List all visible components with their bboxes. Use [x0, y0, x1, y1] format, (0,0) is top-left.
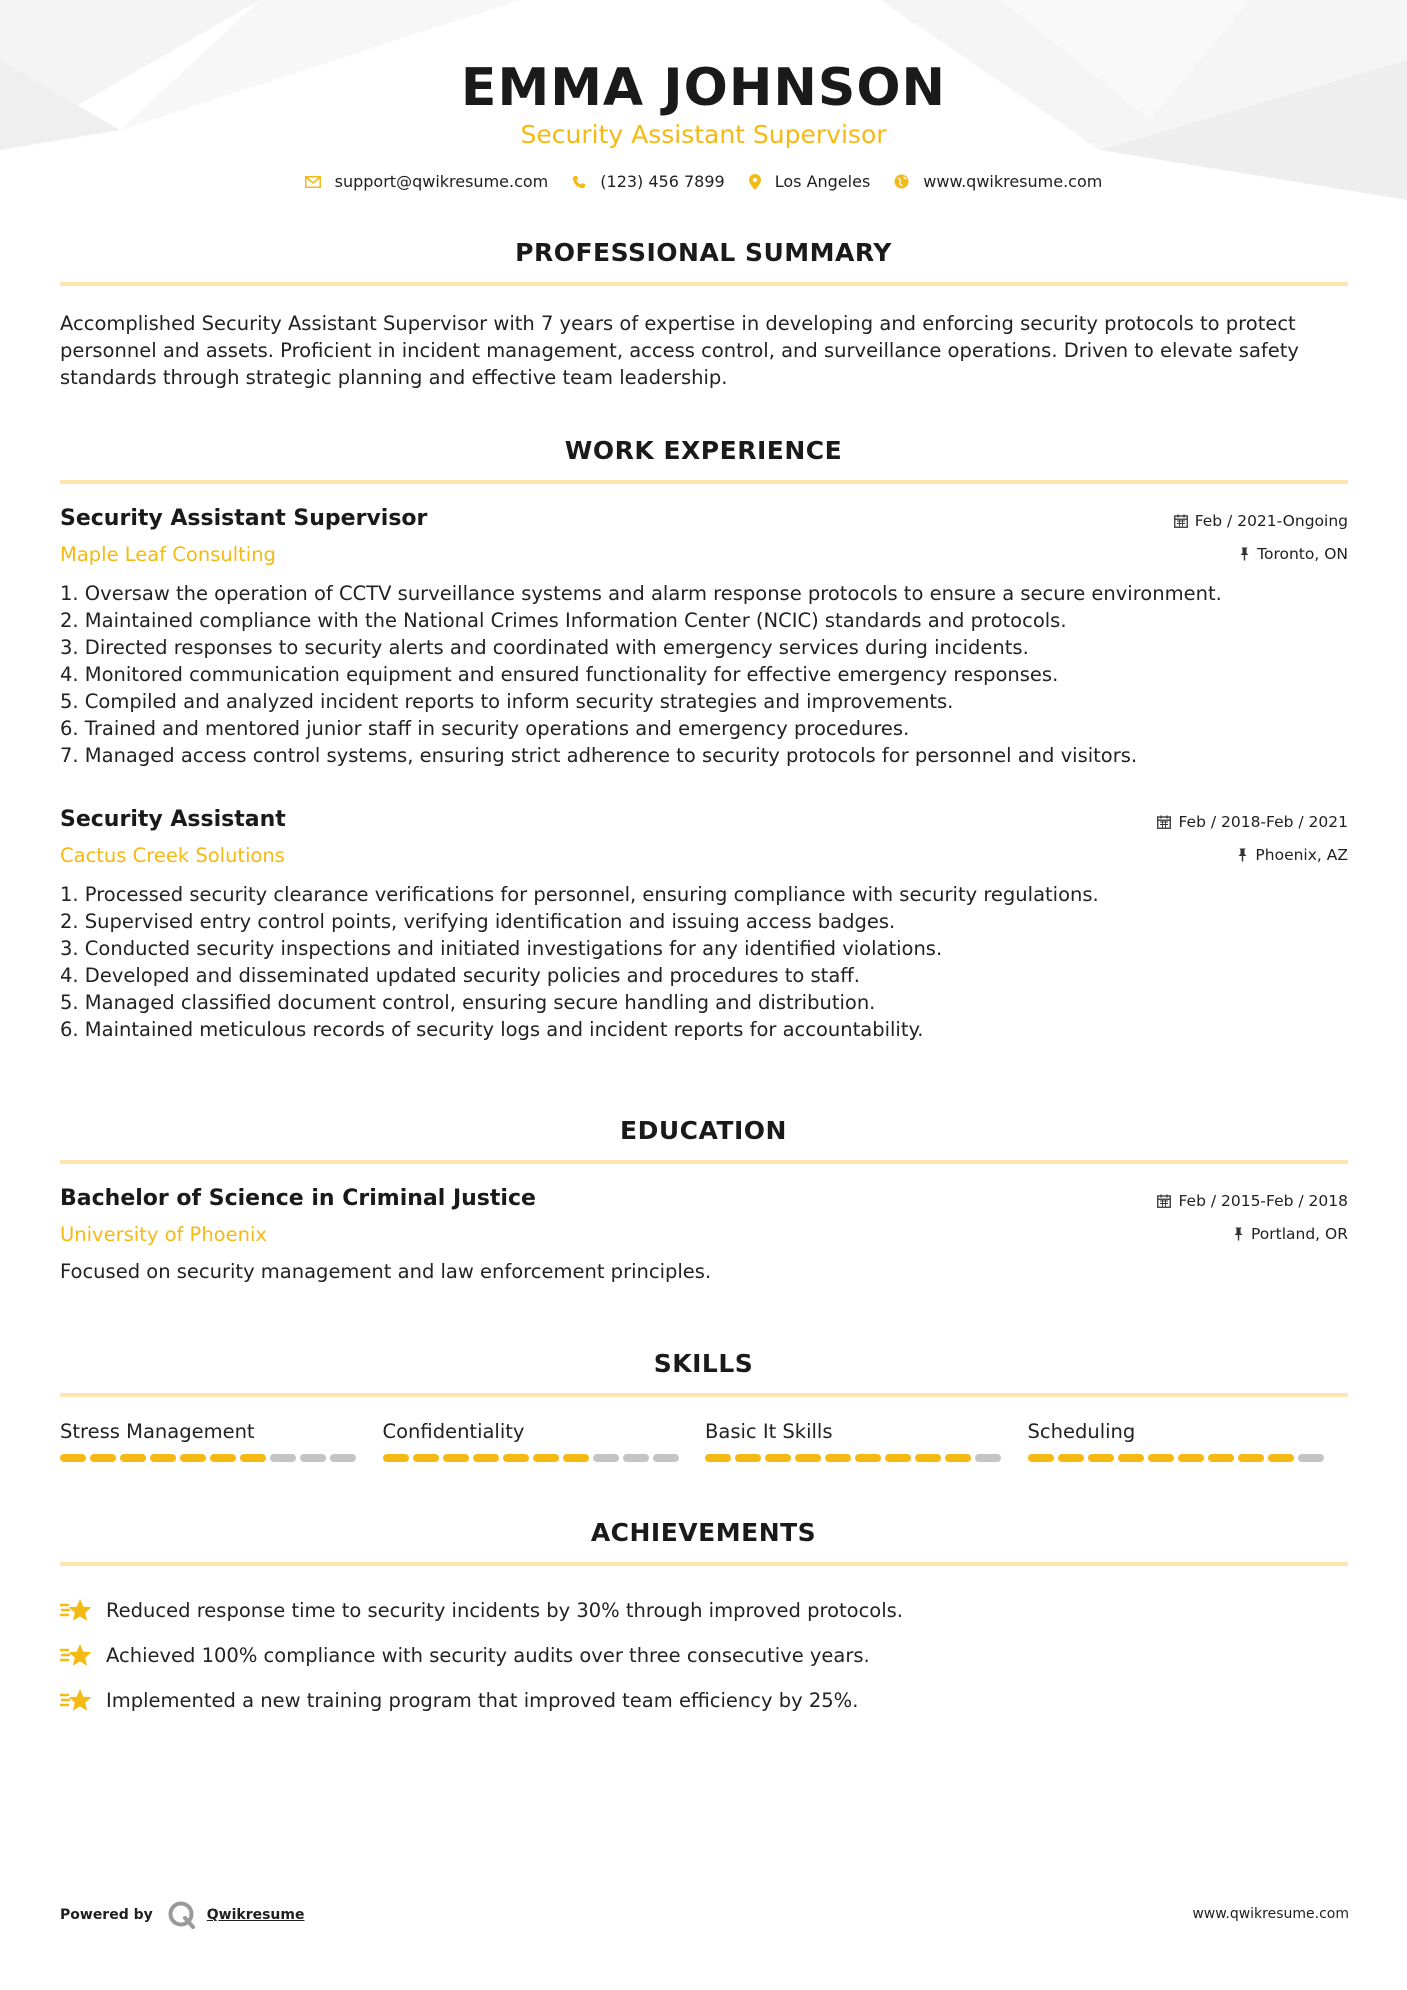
calendar-icon	[1174, 514, 1188, 528]
skill-segment-filled	[915, 1454, 941, 1462]
section-title-experience: WORK EXPERIENCE	[564, 436, 843, 465]
skill-segment-filled	[503, 1454, 529, 1462]
job-title: Security Assistant	[60, 807, 286, 832]
skill-segment-filled	[90, 1454, 116, 1462]
skill-segment-empty	[593, 1454, 619, 1462]
list-item: 3. Conducted security inspections and initiated investigations for any identified violations.	[60, 937, 943, 960]
contact-bar	[0, 172, 1407, 191]
skill-segment-empty	[623, 1454, 649, 1462]
skill-segment-filled	[563, 1454, 589, 1462]
skill-segment-filled	[473, 1454, 499, 1462]
list-item: 4. Developed and disseminated updated security policies and procedures to staff.	[60, 964, 860, 987]
section-divider	[60, 282, 1348, 286]
job-location-text: Toronto, ON	[1257, 545, 1348, 563]
list-item: 3. Directed responses to security alerts and coordinated with emergency services during incidents.	[60, 636, 1029, 659]
job-location	[1239, 545, 1348, 563]
skill-level-bar	[60, 1454, 383, 1462]
job-responsibilities	[60, 580, 1348, 769]
contact-email-text: support@qwikresume.com	[334, 172, 549, 191]
skill-segment-empty	[270, 1454, 296, 1462]
qwikresume-logo-icon	[167, 1900, 197, 1930]
brand-link[interactable]: Qwikresume	[206, 1907, 305, 1923]
powered-by-label: Powered by	[60, 1907, 153, 1923]
skill-segment-empty	[1298, 1454, 1324, 1462]
map-marker-icon	[749, 174, 761, 190]
skill-segment-filled	[1268, 1454, 1294, 1462]
achievement-text: Implemented a new training program that improved team efficiency by 25%.	[106, 1689, 859, 1712]
star-icon	[60, 1643, 92, 1669]
list-item: 4. Monitored communication equipment and ensured functionality for effective emergency responses.	[60, 663, 1059, 686]
section-title-education: EDUCATION	[620, 1116, 787, 1145]
skill-segment-filled	[180, 1454, 206, 1462]
skill-segment-filled	[120, 1454, 146, 1462]
pushpin-icon	[1237, 848, 1248, 862]
achievement-item	[60, 1588, 1350, 1633]
contact-website[interactable]	[894, 172, 1102, 191]
skill-segment-filled	[443, 1454, 469, 1462]
section-title-skills: SKILLS	[653, 1349, 754, 1378]
skill-segment-filled	[150, 1454, 176, 1462]
skill-segment-filled	[240, 1454, 266, 1462]
skill-segment-empty	[653, 1454, 679, 1462]
job-dates-text: Feb / 2018-Feb / 2021	[1178, 813, 1348, 831]
company-name: Cactus Creek Solutions	[60, 844, 285, 867]
job-location-text: Phoenix, AZ	[1255, 846, 1348, 864]
job-title: Security Assistant Supervisor	[60, 506, 428, 531]
skill-name: Basic It Skills	[705, 1420, 833, 1443]
skill-segment-filled	[383, 1454, 409, 1462]
section-divider	[60, 480, 1348, 484]
degree-title: Bachelor of Science in Criminal Justice	[60, 1186, 536, 1211]
skill-segment-filled	[855, 1454, 881, 1462]
list-item: 6. Maintained meticulous records of security logs and incident reports for accountability.	[60, 1018, 924, 1041]
job-dates-text: Feb / 2021-Ongoing	[1194, 512, 1348, 530]
pushpin-icon	[1239, 547, 1250, 561]
skill-segment-filled	[1058, 1454, 1084, 1462]
skill-segment-filled	[1118, 1454, 1144, 1462]
list-item: 1. Oversaw the operation of CCTV surveillance systems and alarm response protocols to ensure a secure environment.	[60, 582, 1222, 605]
contact-phone[interactable]	[572, 172, 724, 191]
skill-segment-filled	[1238, 1454, 1264, 1462]
education-dates	[1157, 1192, 1348, 1210]
skill-segment-filled	[413, 1454, 439, 1462]
company-name: Maple Leaf Consulting	[60, 543, 276, 566]
section-divider	[60, 1562, 1348, 1566]
skill-name: Stress Management	[60, 1420, 255, 1443]
skills-list	[60, 1420, 1350, 1462]
skill-item	[1028, 1420, 1351, 1462]
candidate-title: Security Assistant Supervisor	[520, 120, 887, 149]
skill-segment-filled	[210, 1454, 236, 1462]
skill-segment-filled	[825, 1454, 851, 1462]
skill-item	[60, 1420, 383, 1462]
contact-website-text: www.qwikresume.com	[923, 172, 1103, 191]
footer-website[interactable]: www.qwikresume.com	[1192, 1906, 1349, 1922]
pushpin-icon	[1233, 1227, 1244, 1241]
envelope-icon	[305, 176, 321, 188]
section-title-summary: PROFESSIONAL SUMMARY	[515, 238, 892, 267]
skill-segment-filled	[795, 1454, 821, 1462]
skill-name: Confidentiality	[382, 1420, 525, 1443]
skill-segment-empty	[300, 1454, 326, 1462]
list-item: 2. Maintained compliance with the National Crimes Information Center (NCIC) standards and protocols.	[60, 609, 1067, 632]
skill-segment-filled	[885, 1454, 911, 1462]
list-item: 6. Trained and mentored junior staff in security operations and emergency procedures.	[60, 717, 910, 740]
skill-level-bar	[1028, 1454, 1351, 1462]
job-responsibilities	[60, 881, 1348, 1043]
phone-icon	[572, 175, 586, 189]
skill-segment-filled	[735, 1454, 761, 1462]
contact-phone-text: (123) 456 7899	[600, 172, 725, 191]
candidate-name: EMMA JOHNSON	[460, 58, 947, 118]
star-icon	[60, 1688, 92, 1714]
skill-level-bar	[383, 1454, 706, 1462]
skill-item	[705, 1420, 1028, 1462]
star-icon	[60, 1598, 92, 1624]
achievements-list	[60, 1588, 1350, 1723]
achievement-item	[60, 1678, 1350, 1723]
list-item: 5. Compiled and analyzed incident reports to inform security strategies and improvements.	[60, 690, 954, 713]
skill-segment-filled	[1208, 1454, 1234, 1462]
achievement-text: Reduced response time to security incidents by 30% through improved protocols.	[106, 1599, 904, 1622]
skill-segment-filled	[1178, 1454, 1204, 1462]
education-location-text: Portland, OR	[1250, 1225, 1348, 1243]
skill-name: Scheduling	[1027, 1420, 1136, 1443]
job-entry	[60, 506, 1348, 776]
skill-segment-empty	[330, 1454, 356, 1462]
summary-text: Accomplished Security Assistant Supervisor with 7 years of expertise in developing and enforcing security protocols to protect personnel and assets. Proficient in incident management, access control, and surveillance operations. Driven to elevate safety standards through strategic planning and effective team leadership.	[60, 312, 1299, 389]
school-name: University of Phoenix	[60, 1223, 267, 1246]
list-item: 1. Processed security clearance verifications for personnel, ensuring compliance with security regulations.	[60, 883, 1099, 906]
achievement-text: Achieved 100% compliance with security audits over three consecutive years.	[106, 1644, 870, 1667]
achievement-item	[60, 1633, 1350, 1678]
contact-location-text: Los Angeles	[774, 172, 871, 191]
contact-email[interactable]	[305, 172, 549, 191]
list-item: 5. Managed classified document control, ensuring secure handling and distribution.	[60, 991, 876, 1014]
skill-segment-filled	[1088, 1454, 1114, 1462]
section-divider	[60, 1160, 1348, 1164]
skill-segment-filled	[1028, 1454, 1054, 1462]
calendar-icon	[1157, 1194, 1171, 1208]
globe-icon	[894, 174, 909, 189]
skill-item	[383, 1420, 706, 1462]
education-dates-text: Feb / 2015-Feb / 2018	[1178, 1192, 1348, 1210]
calendar-icon	[1157, 815, 1171, 829]
job-dates	[1174, 512, 1348, 530]
skill-segment-filled	[533, 1454, 559, 1462]
education-location	[1233, 1225, 1348, 1243]
job-entry	[60, 807, 1348, 1057]
skill-segment-filled	[765, 1454, 791, 1462]
list-item: 7. Managed access control systems, ensuring strict adherence to security protocols for personnel and visitors.	[60, 744, 1138, 767]
education-entry	[60, 1186, 1348, 1296]
job-dates	[1157, 813, 1348, 831]
list-item: 2. Supervised entry control points, verifying identification and issuing access badges.	[60, 910, 896, 933]
education-description: Focused on security management and law enforcement principles.	[60, 1260, 712, 1283]
job-location	[1237, 846, 1348, 864]
skill-level-bar	[705, 1454, 1028, 1462]
skill-segment-empty	[975, 1454, 1001, 1462]
footer-branding	[60, 1900, 304, 1930]
skill-segment-filled	[705, 1454, 731, 1462]
skill-segment-filled	[1148, 1454, 1174, 1462]
section-divider	[60, 1393, 1348, 1397]
section-title-achievements: ACHIEVEMENTS	[590, 1518, 817, 1547]
contact-location	[749, 172, 871, 191]
skill-segment-filled	[60, 1454, 86, 1462]
skill-segment-filled	[945, 1454, 971, 1462]
